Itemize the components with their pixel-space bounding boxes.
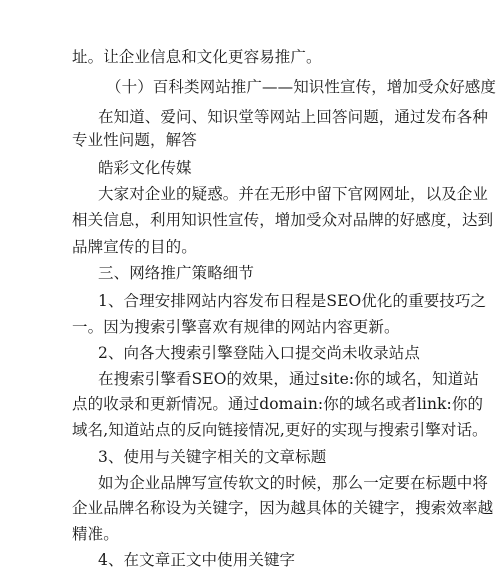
section-heading: 三、网络推广策略细节: [98, 264, 255, 282]
body-text-line: 址。让企业信息和文化更容易推广。: [72, 48, 322, 66]
paragraph-line: 1、合理安排网站内容发布日程是SEO优化的重要技巧之: [98, 292, 487, 310]
paragraph-line: 品牌宣传的目的。: [72, 238, 197, 256]
paragraph-line: 一。因为搜索引擎喜欢有规律的网站内容更新。: [72, 318, 400, 336]
paragraph-line: 大家对企业的疑惑。并在无形中留下官网网址，以及企业: [98, 185, 489, 203]
paragraph-line: 企业品牌名称设为关键字，因为越具体的关键字，搜索效率越: [72, 499, 494, 517]
section-heading: （十）百科类网站推广——知识性宣传，增加受众好感度: [106, 78, 497, 96]
subheading: 3、使用与关键字相关的文章标题: [98, 448, 327, 466]
paragraph-line: 如为企业品牌写宣传软文的时候，那么一定要在标题中将: [98, 474, 489, 492]
paragraph-line: 相关信息，利用知识性宣传，增加受众对品牌的好感度，达到: [72, 211, 494, 229]
paragraph-line: 点的收录和更新情况。通过domain:你的域名或者link:你的: [72, 395, 484, 413]
subheading: 2、向各大搜索引擎登陆入口提交尚未收录站点: [98, 344, 420, 362]
subheading: 4、在文章正文中使用关键字: [98, 551, 296, 569]
paragraph-line: 在搜索引擎看SEO的效果，通过site:你的域名，知道站: [98, 370, 479, 388]
paragraph-line: 域名,知道站点的反向链接情况,更好的实现与搜索引擎对话。: [72, 421, 488, 439]
paragraph-line: 专业性问题，解答: [72, 131, 197, 149]
paragraph-line: 在知道、爱问、知识堂等网站上回答问题，通过发布各种: [98, 108, 489, 126]
paragraph-line: 精准。: [72, 525, 119, 543]
watermark-text: 皓彩文化传媒: [98, 159, 192, 177]
